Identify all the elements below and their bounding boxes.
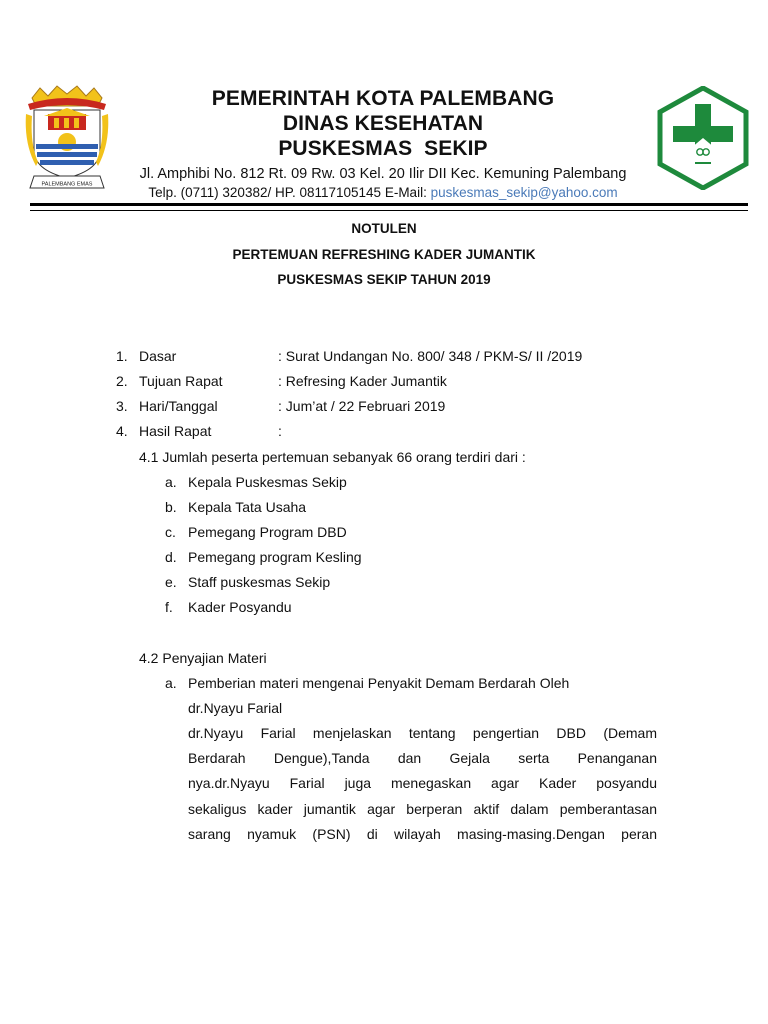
list-item: Pemegang program Kesling [188, 549, 362, 565]
item-value-hasil: : [278, 423, 282, 439]
list-letter: f. [165, 599, 173, 615]
paragraph-line: dr.Nyayu Farial menjelaskan tentang pengertian DBD (Demam [188, 725, 657, 741]
letterhead-line-3: PUSKESMAS SEKIP [278, 137, 488, 160]
list-letter: e. [165, 574, 177, 590]
document-subtitle-1: PERTEMUAN REFRESHING KADER JUMANTIK [232, 247, 536, 262]
list-item: Kepala Tata Usaha [188, 499, 307, 515]
letterhead-line-2: DINAS KESEHATAN [282, 112, 484, 135]
document-subtitle-2: PUSKESMAS SEKIP TAHUN 2019 [277, 272, 491, 287]
item-number: 2. [116, 373, 128, 389]
list-letter: a. [165, 474, 177, 490]
list-letter: a. [165, 675, 177, 691]
letterhead-contact [112, 184, 654, 201]
item-number: 3. [116, 398, 128, 414]
letterhead-phone: Telp. (0711) 320382/ HP. 08117105145 E-Mail: [148, 185, 431, 200]
document-title: NOTULEN [351, 221, 417, 236]
paragraph-line: sarang nyamuk (PSN) di wilayah masing-masing.Dengan peran [188, 826, 657, 842]
item-label-tanggal: Hari/Tanggal [139, 398, 218, 414]
letterhead-line-1: PEMERINTAH KOTA PALEMBANG [211, 87, 555, 110]
list-letter: b. [165, 499, 177, 515]
list-item-continuation: dr.Nyayu Farial [188, 700, 283, 716]
paragraph-line: nya.dr.Nyayu Farial juga menegaskan agar Kader posyandu [188, 775, 657, 791]
list-item: Pemberian materi mengenai Penyakit Demam Berdarah Oleh [188, 675, 570, 691]
list-letter: d. [165, 549, 177, 565]
puskesmas-cross-house-icon [657, 86, 749, 190]
letterhead [112, 86, 654, 201]
emblem-banner-text: PALEMBANG EMAS [41, 181, 93, 188]
item-value-tujuan: : Refresing Kader Jumantik [278, 373, 447, 389]
list-letter: c. [165, 524, 176, 540]
section-4-1-heading: 4.1 Jumlah peserta pertemuan sebanyak 66 orang terdiri dari : [139, 449, 526, 465]
section-4-2-heading: 4.2 Penyajian Materi [139, 650, 267, 666]
list-item: Staff puskesmas Sekip [188, 574, 331, 590]
item-number: 4. [116, 423, 128, 439]
list-item: Pemegang Program DBD [188, 524, 347, 540]
letterhead-address: Jl. Amphibi No. 812 Rt. 09 Rw. 03 Kel. 20 Ilir DII Kec. Kemuning Palembang [139, 166, 627, 182]
item-number: 1. [116, 348, 128, 364]
paragraph-line: Berdarah Dengue),Tanda dan Gejala serta Penanganan [188, 750, 657, 766]
palembang-city-emblem-icon [24, 84, 110, 194]
letterhead-divider-thick [30, 203, 748, 206]
list-item: Kepala Puskesmas Sekip [188, 474, 347, 490]
item-label-hasil: Hasil Rapat [139, 423, 212, 439]
item-label-tujuan: Tujuan Rapat [139, 373, 223, 389]
paragraph-line: sekaligus kader jumantik agar berperan aktif dalam pemberantasan [188, 801, 657, 817]
list-item: Kader Posyandu [188, 599, 292, 615]
letterhead-divider-thin [30, 210, 748, 211]
letterhead-email[interactable]: puskesmas_sekip@yahoo.com [430, 185, 618, 200]
item-value-dasar: : Surat Undangan No. 800/ 348 / PKM-S/ II /2019 [278, 348, 583, 364]
item-label-dasar: Dasar [139, 348, 177, 364]
item-value-tanggal: : Jum’at / 22 Februari 2019 [278, 398, 446, 414]
